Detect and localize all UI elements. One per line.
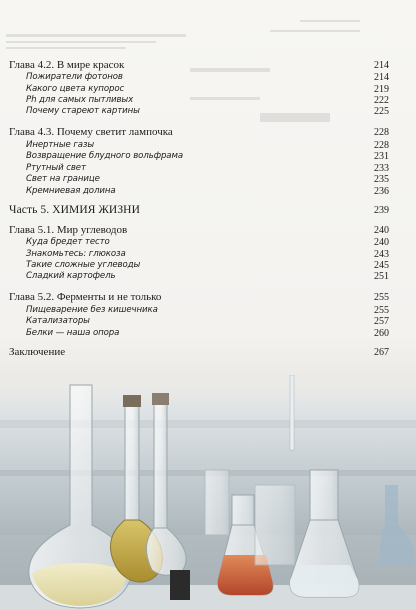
- toc-entry-page-number: 240: [374, 237, 389, 248]
- toc-entry-page-number: 214: [374, 72, 389, 83]
- toc-entry-title: Такие сложные углеводы: [26, 260, 141, 270]
- toc-entry-title: Сладкий картофель: [26, 271, 116, 281]
- toc-entry-title: Какого цвета купорос: [26, 84, 125, 94]
- toc-entry-title: Ртутный свет: [26, 163, 86, 173]
- toc-section-entry: [9, 305, 389, 316]
- toc-entry-page-number: 255: [374, 292, 389, 303]
- toc-entry-title: Куда бредет тесто: [26, 237, 110, 247]
- toc-section-entry: [9, 106, 389, 117]
- toc-section-entry: [9, 151, 389, 162]
- toc-chapter-entry: [9, 60, 389, 71]
- toc-entry-page-number: 228: [374, 127, 389, 138]
- toc-entry-title: Знакомьтесь: глюкоза: [26, 249, 126, 259]
- toc-entry-title: Глава 5.1. Мир углеводов: [9, 224, 128, 236]
- toc-chapter-entry: [9, 347, 389, 358]
- toc-entry-title: Белки — наша опора: [26, 328, 120, 338]
- toc-entry-page-number: 222: [374, 95, 389, 106]
- toc-section-entry: [9, 316, 389, 327]
- toc-entry-page-number: 225: [374, 106, 389, 117]
- toc-entry-page-number: 231: [374, 151, 389, 162]
- toc-entry-page-number: 219: [374, 84, 389, 95]
- toc-chapter-entry: [9, 225, 389, 236]
- toc-chapter-entry: [9, 127, 389, 138]
- toc-entry-title: Глава 4.3. Почему светит лампочка: [9, 126, 173, 138]
- toc-entry-page-number: 228: [374, 140, 389, 151]
- toc-section-entry: [9, 237, 389, 248]
- toc-entry-title: Возвращение блудного вольфрама: [26, 151, 184, 161]
- toc-entry-page-number: 257: [374, 316, 389, 327]
- toc-entry-title: Глава 4.2. В мире красок: [9, 59, 125, 71]
- toc-section-entry: [9, 249, 389, 260]
- toc-entry-page-number: 255: [374, 305, 389, 316]
- toc-entry-page-number: 214: [374, 60, 389, 71]
- toc-entry-page-number: 243: [374, 249, 389, 260]
- toc-part-entry: [9, 205, 389, 216]
- toc-entry-title: Катализаторы: [26, 316, 90, 326]
- toc-chapter-entry: [9, 292, 389, 303]
- toc-entry-title: Пожиратели фотонов: [26, 72, 123, 82]
- toc-entry-page-number: 235: [374, 174, 389, 185]
- toc-entry-title: Глава 5.2. Ферменты и не только: [9, 291, 162, 303]
- toc-entry-title: Часть 5. ХИМИЯ ЖИЗНИ: [9, 204, 140, 216]
- toc-section-entry: [9, 95, 389, 106]
- toc-entry-page-number: 251: [374, 271, 389, 282]
- toc-entry-title: Заключение: [9, 346, 66, 358]
- toc-section-entry: [9, 174, 389, 185]
- toc-entry-title: Инертные газы: [26, 140, 95, 150]
- toc-section-entry: [9, 84, 389, 95]
- toc-entry-page-number: 239: [374, 205, 389, 216]
- toc-entry-page-number: 233: [374, 163, 389, 174]
- toc-entry-title: Почему стареют картины: [26, 106, 140, 116]
- toc-entry-title: Кремниевая долина: [26, 186, 116, 196]
- toc-entry-page-number: 267: [374, 347, 389, 358]
- toc-entry-page-number: 236: [374, 186, 389, 197]
- toc-entry-title: Свет на границе: [26, 174, 100, 184]
- toc-entry-page-number: 245: [374, 260, 389, 271]
- lab-glassware-photo: [0, 375, 416, 610]
- toc-section-entry: [9, 186, 389, 197]
- toc-section-entry: [9, 163, 389, 174]
- toc-entry-title: Ph для самых пытливых: [26, 95, 134, 105]
- toc-section-entry: [9, 140, 389, 151]
- toc-section-entry: [9, 260, 389, 271]
- toc-entry-page-number: 260: [374, 328, 389, 339]
- toc-section-entry: [9, 271, 389, 282]
- toc-section-entry: [9, 72, 389, 83]
- toc-section-entry: [9, 328, 389, 339]
- toc-entry-title: Пищеварение без кишечника: [26, 305, 158, 315]
- toc-entry-page-number: 240: [374, 225, 389, 236]
